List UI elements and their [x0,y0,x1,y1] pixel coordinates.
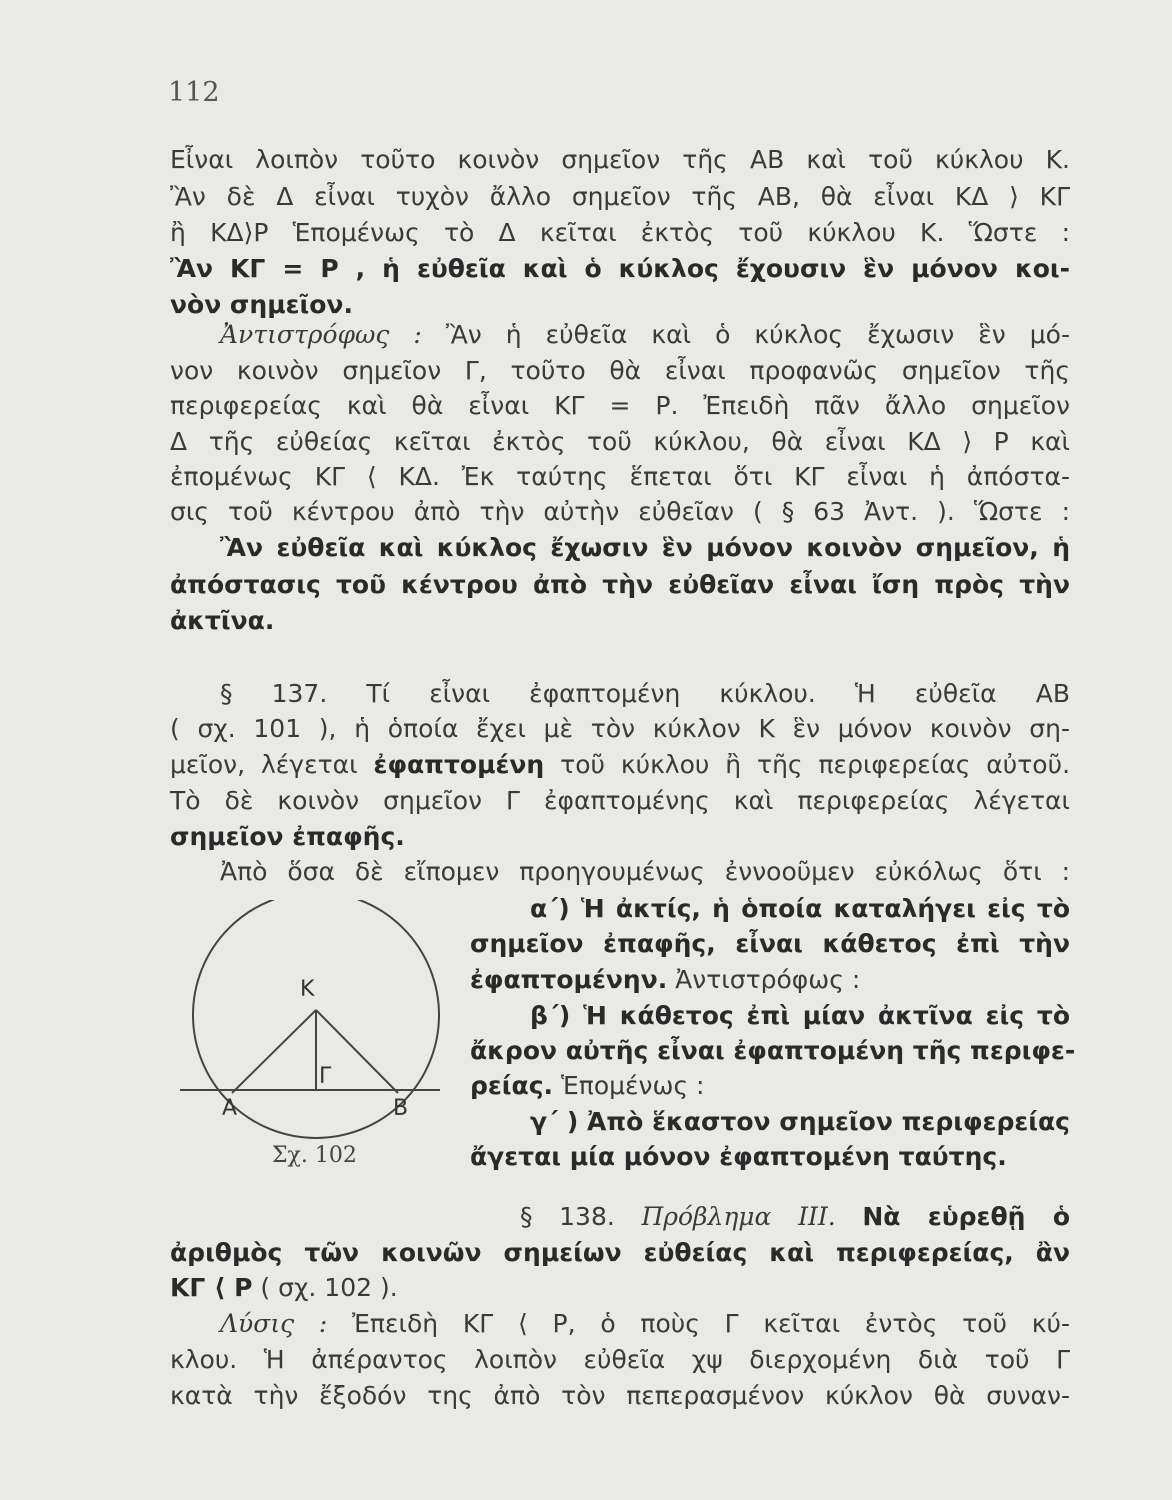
text-line: σις τοῦ κέντρου ἀπὸ τὴν αὐτὴν εὐθεῖαν ( § 63 Ἀντ. ). Ὥστε : [170,497,1070,526]
text-line: ( σχ. 101 ), ἡ ὁποία ἔχει μὲ τὸν κύκλον Κ ἓν μόνον κοινὸν ση- [170,714,1070,743]
term-point-of-contact: σημεῖον ἐπαφῆς. [170,822,405,851]
text-line: κατὰ τὴν ἔξοδόν της ἀπὸ τὸν πεπερασμένον κύκλον θὰ συναν- [170,1381,1070,1410]
label-g: Γ [319,1064,332,1089]
figure-caption: Σχ. 102 [272,1143,357,1168]
label-b: Β [393,1096,409,1121]
bold-statement: ἀπόστασις τοῦ κέντρου ἀπὸ τὴν εὐθεῖαν εἶναι ἴση πρὸς τὴν [170,570,1070,599]
bold-statement: νὸν σημεῖον. [170,290,353,319]
property-a: σημεῖον ἐπαφῆς, εἶναι κάθετος ἐπὶ τὴν [470,929,1070,958]
property-b: β΄) Ἡ κάθετος ἐπὶ μίαν ἀκτῖνα εἰς τὸ [530,1001,1070,1030]
term-tangent: ἐφαπτομένη [373,750,545,779]
text-line: ΚΓ ⟨ Ρ ( σχ. 102 ). [170,1273,398,1302]
label-a: Α [222,1096,238,1121]
property-a: α΄) Ἡ ἀκτίς, ἡ ὁποία καταλήγει εἰς τὸ [530,894,1070,923]
property-c: ἄγεται μία μόνον ἐφαπτομένη ταύτης. [470,1142,1007,1171]
section-137-heading: § 137. Τί εἶναι ἐφαπτομένη κύκλου. Ἡ εὐθεῖα ΑΒ [220,679,1070,708]
text-line: Εἶναι λοιπὸν τοῦτο κοινὸν σημεῖον τῆς ΑΒ καὶ τοῦ κύκλου Κ. [170,145,1070,174]
text-line: ρείας. Ἑπομένως : [470,1071,705,1100]
text-line: Λύσις : Ἐπειδὴ ΚΓ ⟨ Ρ, ὁ ποὺς Γ κεῖται ἐντὸς τοῦ κύ- [220,1309,1070,1338]
text-line: ἢ ΚΔ⟩Ρ Ἑπομένως τὸ Δ κεῖται ἐκτὸς τοῦ κύκλου Κ. Ὥστε : [170,218,1070,247]
text-line: ἐπομένως ΚΓ ⟨ ΚΔ. Ἐκ ταύτης ἕπεται ὅτι ΚΓ εἶναι ἡ ἀπόστα- [170,462,1070,491]
property-c: γ΄ ) Ἀπὸ ἕκαστον σημεῖον περιφερείας [530,1107,1070,1136]
text-line: Ἀντιστρόφως : Ἂν ἡ εὐθεῖα καὶ ὁ κύκλος ἔχωσιν ἓν μό- [220,320,1070,349]
label-k: Κ [300,977,315,1002]
property-b: ἄκρον αὐτῆς εἶναι ἐφαπτομένη τῆς περιφε- [470,1036,1076,1065]
bold-statement: Ἂν εὐθεῖα καὶ κύκλος ἔχωσιν ἓν μόνον κοινὸν σημεῖον, ἡ [220,533,1070,562]
text-line: κλου. Ἡ ἀπέραντος λοιπὸν εὐθεῖα χψ διερχομένη διὰ τοῦ Γ [170,1345,1070,1374]
radius-ka [232,1010,316,1093]
text-line: μεῖον, λέγεται ἐφαπτομένη τοῦ κύκλου ἢ τῆς περιφερείας αὐτοῦ. [170,750,1071,779]
text-line: νον κοινὸν σημεῖον Γ, τοῦτο θὰ εἶναι προφανῶς σημεῖον τῆς [170,356,1070,385]
text-line: Ἂν δὲ Δ εἶναι τυχὸν ἄλλο σημεῖον τῆς ΑΒ, θὰ εἶναι ΚΔ ⟩ ΚΓ [170,182,1070,211]
page-number: 112 [168,77,220,108]
converse-label: Ἀντιστρόφως : [220,320,422,349]
text-line: Τὸ δὲ κοινὸν σημεῖον Γ ἐφαπτομένης καὶ περιφερείας λέγεται [170,786,1070,815]
text-line: περιφερείας καὶ θὰ εἶναι ΚΓ = Ρ. Ἐπειδὴ πᾶν ἄλλο σημεῖον [170,391,1070,420]
section-138-heading: § 138. Πρόβλημα ΙΙΙ. Νὰ εὑρεθῇ ὁ [520,1202,1070,1231]
text-line: Ἀπὸ ὅσα δὲ εἴπομεν προηγουμένως ἐννοοῦμεν εὐκόλως ὅτι : [220,857,1070,886]
text-line: ἐφαπτομένην. Ἀντιστρόφως : [470,965,861,994]
problem-label: Πρόβλημα ΙΙΙ. [641,1202,836,1231]
problem-statement: ἀριθμὸς τῶν κοινῶν σημείων εὐθείας καὶ περιφερείας, ἂν [170,1238,1070,1267]
solution-label: Λύσις : [220,1309,328,1338]
bold-statement: ἀκτῖνα. [170,606,275,635]
bold-statement: Ἂν ΚΓ = Ρ , ἡ εὐθεῖα καὶ ὁ κύκλος ἔχουσιν ἓν μόνον κοι- [170,254,1070,283]
text-line: Δ τῆς εὐθείας κεῖται ἐκτὸς τοῦ κύκλου, θὰ εἶναι ΚΔ ⟩ Ρ καὶ [170,427,1070,456]
